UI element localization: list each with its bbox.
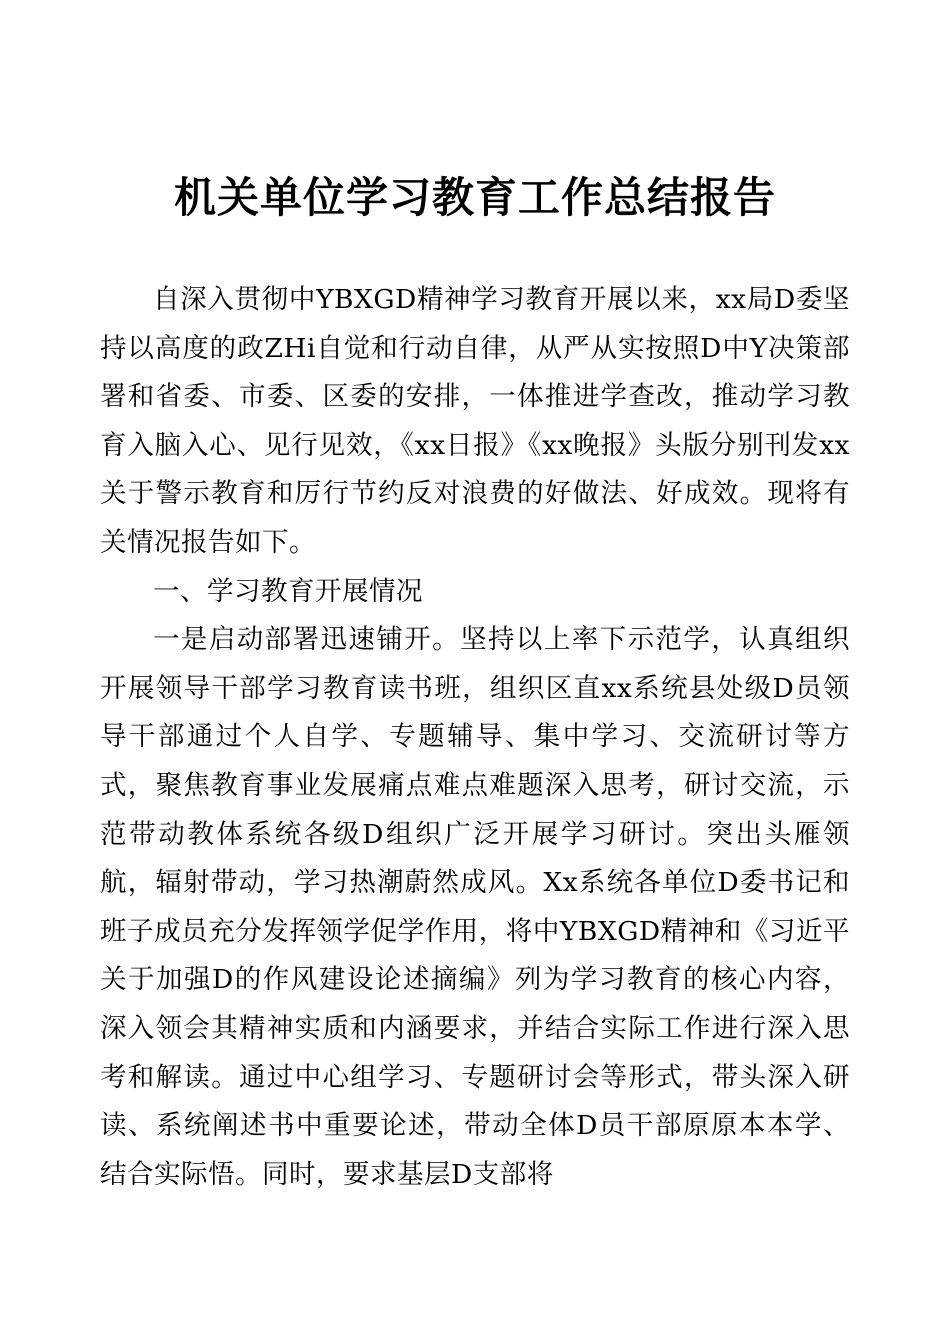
section-heading: 一、学习教育开展情况 bbox=[153, 575, 423, 607]
document-title: 机关单位学习教育工作总结报告 bbox=[173, 173, 776, 222]
intro-paragraph: 自深入贯彻中YBXGD精神学习教育开展以来，xx局D委坚持以高度的政ZHi自觉和行动自律，从严从实按照D中Y决策部署和省委、市委、区委的安排，一体推进学查改，推动学习教育入脑入心、见行见效，《xx日报》《xx晚报》头版分别刊发xx关于警示教育和厉行节约反对浪费的好做法、好成效。现将有关情况报告如下。 bbox=[100, 284, 850, 558]
document-body bbox=[100, 276, 850, 1199]
body-paragraph: 一是启动部署迅速铺开。坚持以上率下示范学，认真组织开展领导干部学习教育读书班，组织区直xx系统县处级D员领导干部通过个人自学、专题辅导、集中学习、交流研讨等方式，聚焦教育事业发展痛点难点难题深入思考，研讨交流，示范带动教体系统各级D组织广泛开展学习研讨。突出头雁领航，辐射带动，学习热潮蔚然成风。Xx系统各单位D委书记和班子成员充分发挥领学促学作用，将中YBXGD精神和《习近平关于加强D的作风建设论述摘编》列为学习教育的核心内容，深入领会其精神实质和内涵要求，并结合实际工作进行深入思考和解读。通过中心组学习、专题研讨会等形式，带头深入研读、系统阐述书中重要论述，带动全体D员干部原原本本学、结合实际悟。同时，要求基层D支部将 bbox=[100, 624, 850, 1190]
